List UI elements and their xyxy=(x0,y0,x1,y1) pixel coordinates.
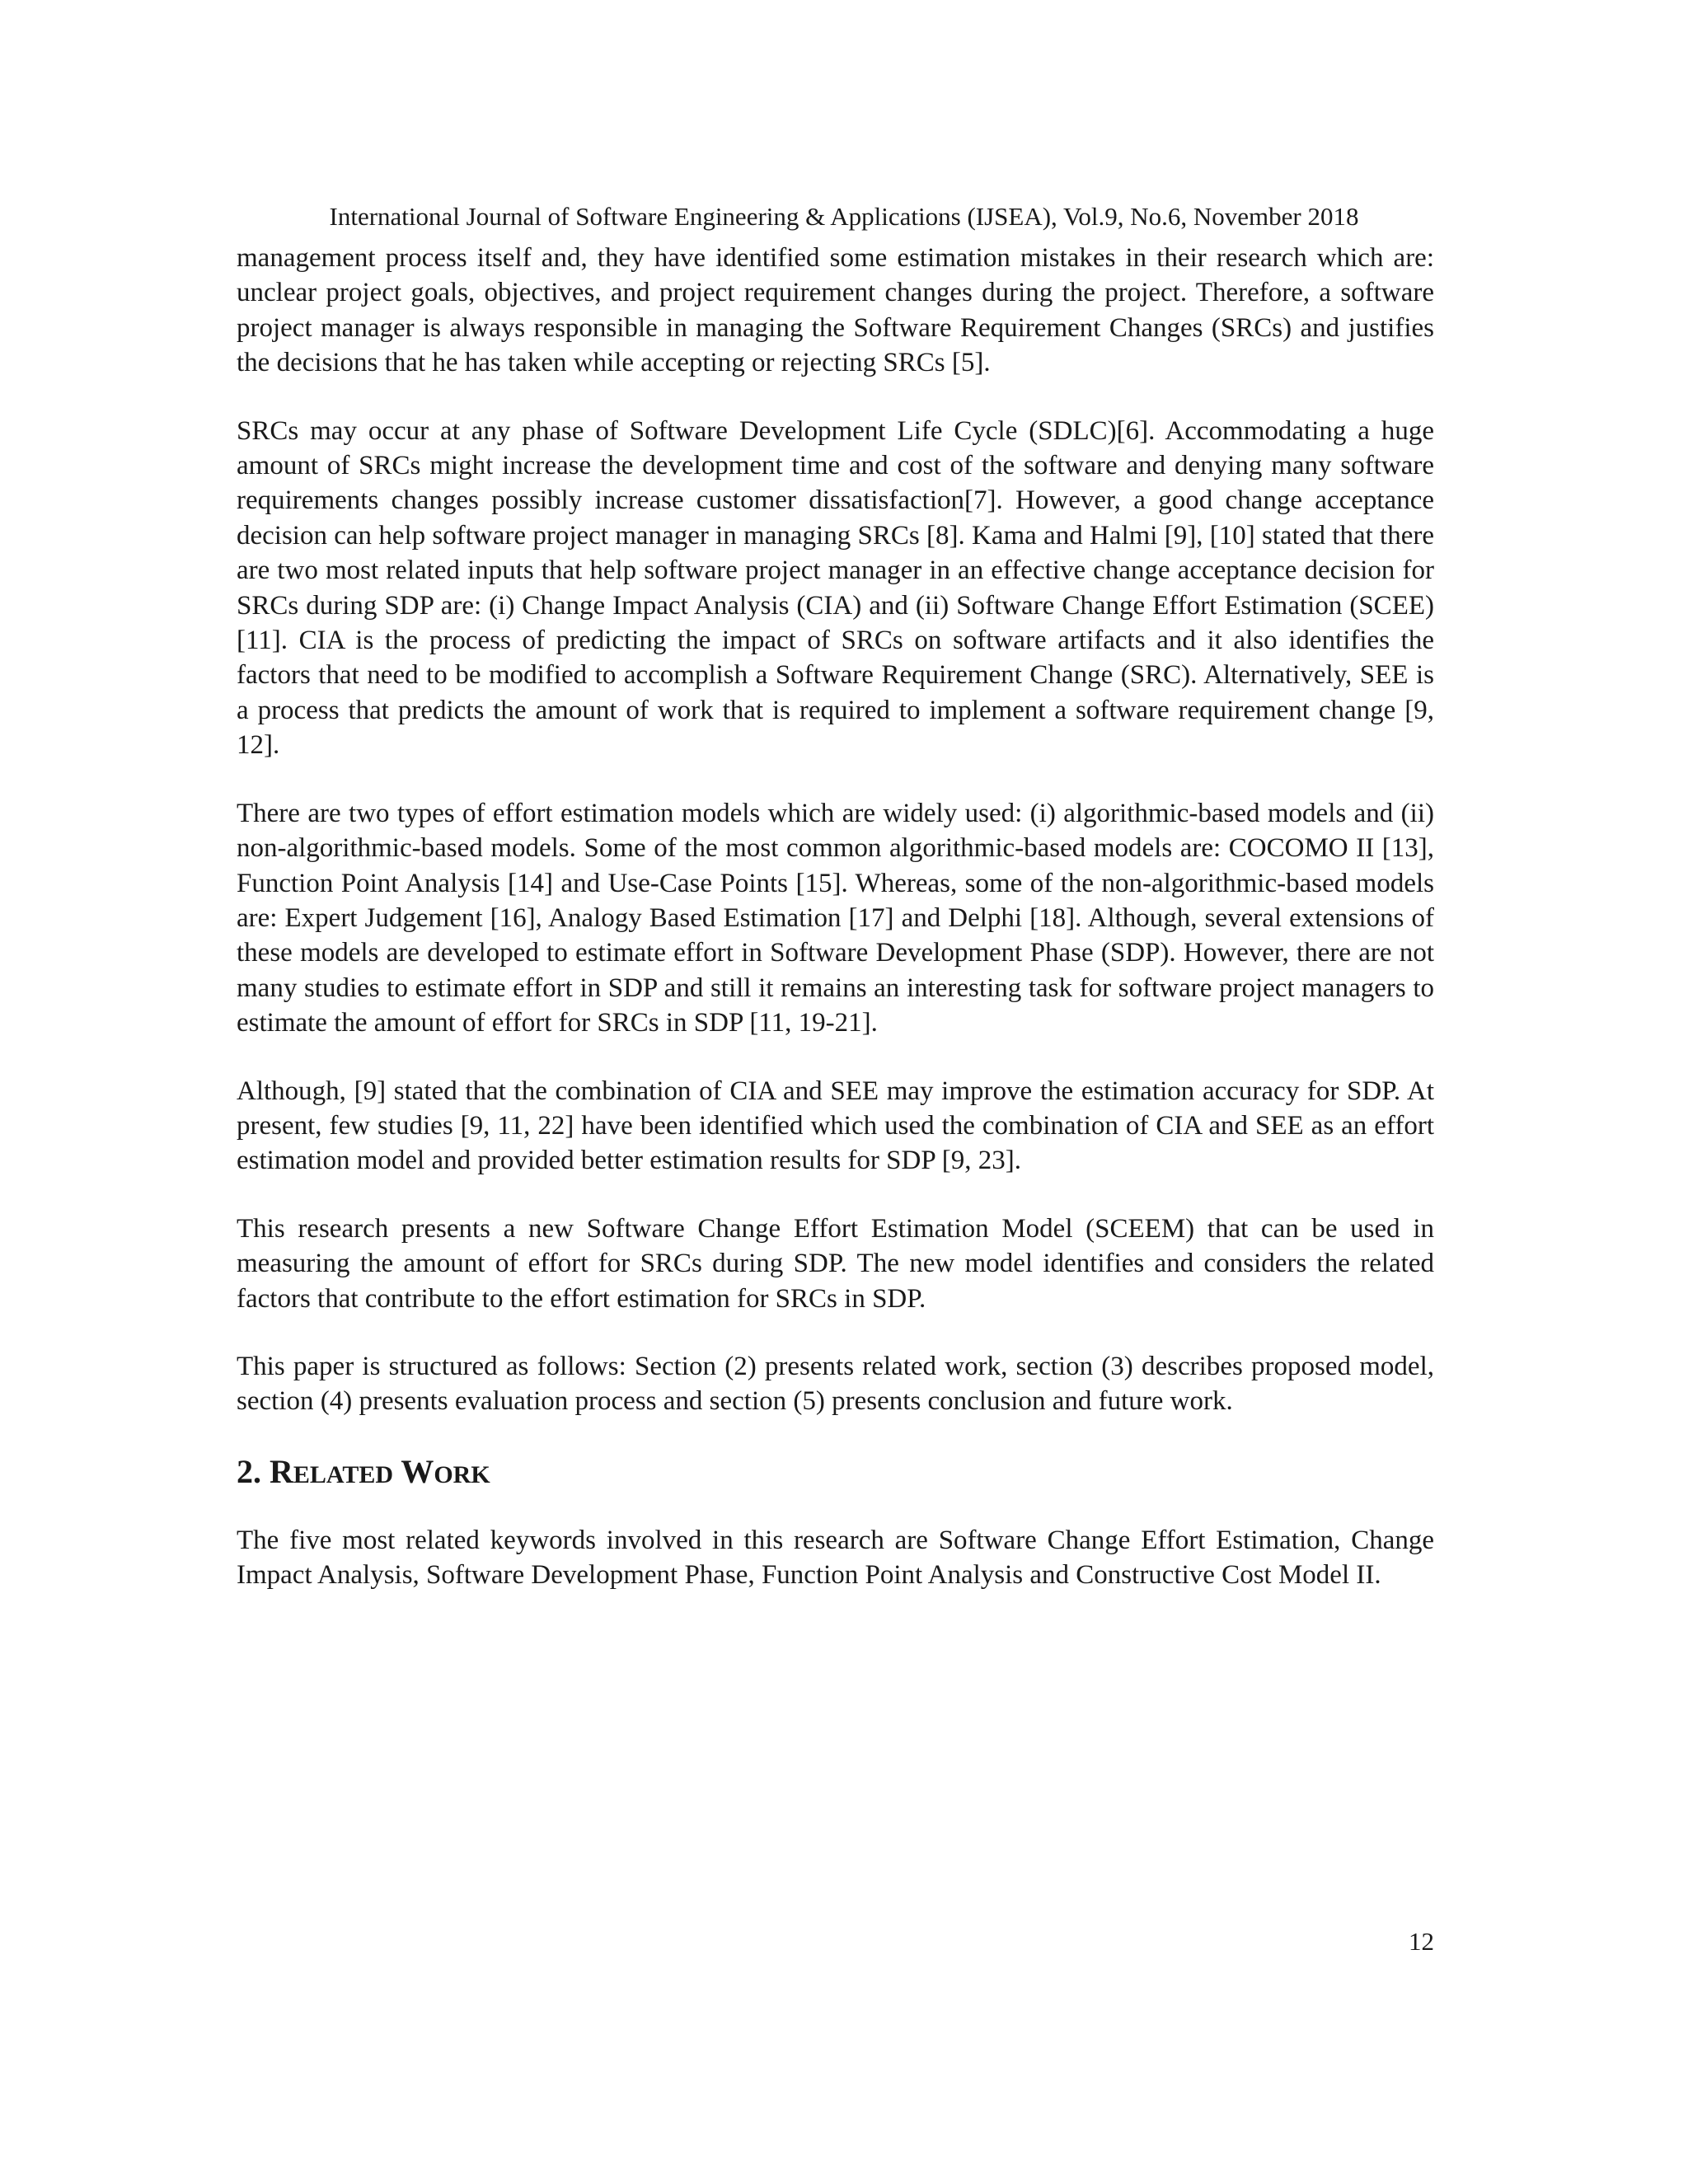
section-title-ork: ORK xyxy=(434,1460,490,1488)
section-title-elated: ELATED xyxy=(293,1460,394,1488)
section-title-r: R xyxy=(270,1452,293,1490)
paragraph-estimation-mistakes: management process itself and, they have identified some estimation mistakes in their research which are: unclear project goals, objectives, and project requirement changes during the project. Therefore, a software project manager is always responsible in managing the Software Requirement Changes (SRCs) and justifies the decisions that he has taken while accepting or rejecting SRCs [5]. xyxy=(237,243,1434,378)
running-header: International Journal of Software Engineering & Applications (IJSEA), Vol.9, No.6, November 2018 xyxy=(329,202,1359,231)
section-heading-related-work xyxy=(237,1452,1434,1495)
paragraph-cia-see-combination: Although, [9] stated that the combination of CIA and SEE may improve the estimation accuracy for SDP. At present, few studies [9, 11, 22] have been identified which used the combination of CIA and SEE as an effort estimation model and provided better estimation results for SDP [9, 23]. xyxy=(237,1076,1434,1176)
section-number: 2. xyxy=(237,1452,261,1490)
body-text xyxy=(237,241,1434,1626)
paragraph-effort-models: There are two types of effort estimation models which are widely used: (i) algorithmic-based models and (ii) non-algorithmic-based models. Some of the most common algorithmic-based models are: COCOMO II [13], Function Point Analysis [14] and Use-Case Points [15]. Whereas, some of the non-algorithmic-based models are: Expert Judgement [16], Analogy Based Estimation [17] and Delphi [18]. Although, several extensions of these models are developed to estimate effort in Software Development Phase (SDP). However, there are not many studies to estimate effort in SDP and still it remains an interesting task for software project managers to estimate the amount of effort for SRCs in SDP [11, 19-21]. xyxy=(237,798,1434,1038)
section-title-w: W xyxy=(401,1452,434,1490)
paragraph-srcs-sdlc: SRCs may occur at any phase of Software Development Life Cycle (SDLC)[6]. Accommodating a huge amount of SRCs might increase the development time and cost of the software and denying many software requirements changes possibly increase customer dissatisfaction[7]. However, a good change acceptance decision can help software project manager in managing SRCs [8]. Kama and Halmi [9], [10] stated that there are two most related inputs that help software project manager in an effective change acceptance decision for SRCs during SDP are: (i) Change Impact Analysis (CIA) and (ii) Software Change Effort Estimation (SCEE) [11]. CIA is the process of predicting the impact of SRCs on software artifacts and it also identifies the factors that need to be modified to accomplish a Software Requirement Change (SRC). Alternatively, SEE is a process that predicts the amount of work that is required to implement a software requirement change [9, 12]. xyxy=(237,415,1434,761)
page-number: 12 xyxy=(1409,1927,1434,1956)
paragraph-sceem-intro: This research presents a new Software Change Effort Estimation Model (SCEEM) that can be used in measuring the amount of effort for SRCs during SDP. The new model identifies and considers the related factors that contribute to the effort estimation for SRCs in SDP. xyxy=(237,1213,1434,1314)
paragraph-related-keywords: The five most related keywords involved in this research are Software Change Effort Estimation, Change Impact Analysis, Software Development Phase, Function Point Analysis and Constructive Cost Model II. xyxy=(237,1525,1434,1591)
paragraph-paper-structure: This paper is structured as follows: Section (2) presents related work, section (3) describes proposed model, section (4) presents evaluation process and section (5) presents conclusion and future work. xyxy=(237,1351,1434,1417)
